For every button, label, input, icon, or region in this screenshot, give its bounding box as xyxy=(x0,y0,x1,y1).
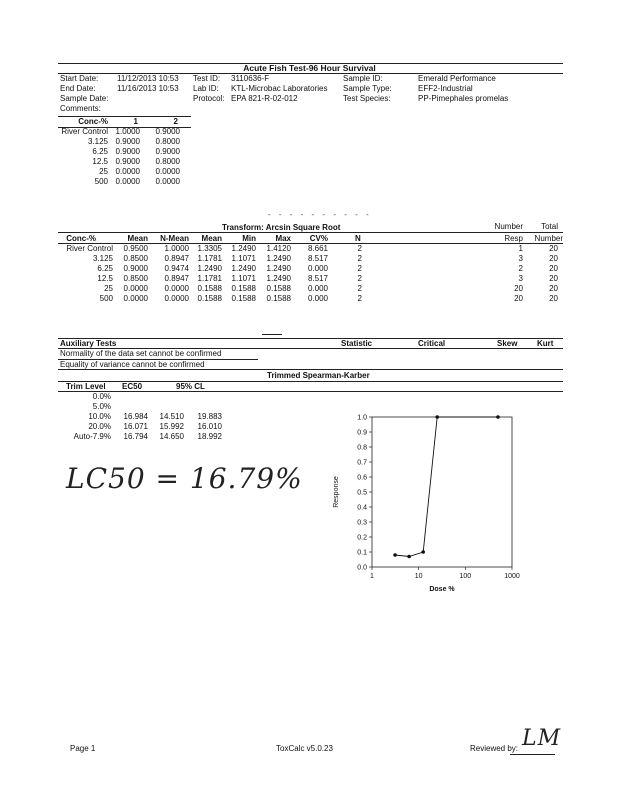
row-label: River Control xyxy=(66,244,113,253)
table-cell: 0.8500 xyxy=(123,274,148,283)
table-cell: 8.517 xyxy=(307,274,328,283)
transform-label: Transform: Arcsin Square Root xyxy=(222,223,341,232)
lab-id: KTL-Microbac Laboratories xyxy=(231,84,328,93)
x-tick-label: 1000 xyxy=(504,573,520,580)
y-tick-label: 0.7 xyxy=(357,459,367,467)
signature-line xyxy=(510,754,555,755)
table-cell: 1 xyxy=(518,244,523,253)
col-header: 1 xyxy=(133,117,138,126)
y-tick-label: 0.1 xyxy=(357,549,367,557)
col-header: 95% CL xyxy=(176,382,205,391)
x-tick-label: 10 xyxy=(414,573,423,580)
table-cell: 2 xyxy=(357,264,362,273)
sample-type: EFF2-Industrial xyxy=(418,84,473,93)
data-point xyxy=(496,415,500,419)
data-point xyxy=(421,550,425,554)
table-cell: 20 xyxy=(514,294,523,303)
col-header: CV% xyxy=(309,234,328,243)
table-cell: 1.1781 xyxy=(197,274,222,283)
test-species: PP-Pimephales promelas xyxy=(418,94,509,103)
resp-header-bottom: Resp xyxy=(504,234,523,243)
table-cell: 2 xyxy=(357,254,362,263)
test-id-label: Test ID: xyxy=(193,74,221,83)
table-cell: 1.2490 xyxy=(231,244,256,253)
y-axis-label: Response xyxy=(333,476,340,508)
table-cell: 20 xyxy=(549,254,558,263)
handwritten-lc50: LC50 = 16.79% xyxy=(66,462,303,495)
table-cell: 15.992 xyxy=(159,422,184,431)
data-point xyxy=(407,555,411,559)
table-cell: 0.0000 xyxy=(155,177,180,186)
row-label: 6.25 xyxy=(92,147,108,156)
table-cell: 20 xyxy=(549,244,558,253)
table-cell: 18.992 xyxy=(197,432,222,441)
table-cell: 0.8000 xyxy=(155,157,180,166)
table-cell: 20 xyxy=(549,264,558,273)
table-cell: 0.9500 xyxy=(123,244,148,253)
table-cell: 0.9000 xyxy=(115,137,140,146)
table-cell: 0.000 xyxy=(307,294,328,303)
test-species-label: Test Species: xyxy=(343,94,391,103)
col-header: N-Mean xyxy=(160,234,189,243)
table-cell: 14.510 xyxy=(159,412,184,421)
table-cell: 2 xyxy=(357,244,362,253)
table-cell: 0.8947 xyxy=(164,274,189,283)
table-cell: 16.984 xyxy=(123,412,148,421)
table-cell: 8.517 xyxy=(307,254,328,263)
table-cell: 0.0000 xyxy=(115,167,140,176)
rule xyxy=(58,338,563,339)
comments-label: Comments: xyxy=(60,104,101,113)
row-label: 0.0% xyxy=(92,392,111,401)
row-label: 12.5 xyxy=(97,274,113,283)
aux-kurt: Kurt xyxy=(537,339,554,348)
sample-id: Emerald Performance xyxy=(418,74,496,83)
table-cell: 2 xyxy=(357,274,362,283)
protocol-label: Protocol: xyxy=(193,94,225,103)
end-date-label: End Date: xyxy=(60,84,96,93)
table-cell: 1.2490 xyxy=(197,264,222,273)
table-cell: 0.1588 xyxy=(266,294,291,303)
lab-id-label: Lab ID: xyxy=(193,84,219,93)
table-cell: 0.9000 xyxy=(155,127,180,136)
row-label: 3.125 xyxy=(87,137,108,146)
x-tick-label: 1 xyxy=(370,573,374,580)
table-cell: 20 xyxy=(549,294,558,303)
row-label: 12.5 xyxy=(92,157,108,166)
software-version: ToxCalc v5.0.23 xyxy=(276,744,333,753)
table-cell: 0.8947 xyxy=(164,254,189,263)
x-axis-label: Dose % xyxy=(429,586,455,593)
row-label: River Control xyxy=(61,127,108,136)
table-cell: 0.0000 xyxy=(155,167,180,176)
y-tick-label: 0.9 xyxy=(357,429,367,437)
table-cell: 0.9000 xyxy=(115,147,140,156)
start-date: 11/12/2013 10:53 xyxy=(117,74,179,83)
table-cell: 0.1588 xyxy=(231,294,256,303)
table-cell: 0.9000 xyxy=(123,264,148,273)
sample-id-label: Sample ID: xyxy=(343,74,383,83)
y-tick-label: 0.2 xyxy=(357,534,367,542)
table-cell: 0.1588 xyxy=(197,284,222,293)
aux-title: Auxiliary Tests xyxy=(60,339,117,348)
reviewed-by-label: Reviewed by: xyxy=(470,744,519,753)
row-label: Auto-7.9% xyxy=(73,432,111,441)
table-cell: 0.000 xyxy=(307,284,328,293)
table-cell: 1.0000 xyxy=(164,244,189,253)
sk-title: Trimmed Spearman-Karber xyxy=(267,371,370,380)
y-tick-label: 0.8 xyxy=(357,444,367,452)
table-cell: 1.0000 xyxy=(115,127,140,136)
row-label: 500 xyxy=(94,177,108,186)
row-label: 20.0% xyxy=(88,422,111,431)
col-header: Trim Level xyxy=(66,382,106,391)
y-tick-label: 0.3 xyxy=(357,519,367,527)
table-cell: 20 xyxy=(549,284,558,293)
table-cell: 0.1588 xyxy=(231,284,256,293)
aux-skew: Skew xyxy=(497,339,518,348)
rule xyxy=(58,232,563,233)
fit-line xyxy=(395,417,498,557)
row-label: 25 xyxy=(104,284,113,293)
table-cell: 1.1071 xyxy=(231,274,256,283)
y-tick-label: 1.0 xyxy=(357,414,367,422)
table-cell: 14.650 xyxy=(159,432,184,441)
table-cell: 2 xyxy=(357,284,362,293)
table-cell: 3 xyxy=(518,274,523,283)
table-cell: 0.0000 xyxy=(123,294,148,303)
table-cell: 0.8500 xyxy=(123,254,148,263)
table-cell: 0.1588 xyxy=(266,284,291,293)
table-cell: 0.9000 xyxy=(115,157,140,166)
row-label: 10.0% xyxy=(88,412,111,421)
col-header: EC50 xyxy=(122,382,143,391)
table-cell: 16.010 xyxy=(197,422,222,431)
rule xyxy=(58,391,563,392)
aux-statistic: Statistic xyxy=(341,339,373,348)
table-cell: 1.4120 xyxy=(266,244,291,253)
col-header: N xyxy=(355,234,361,243)
table-cell: 16.794 xyxy=(123,432,148,441)
row-label: 25 xyxy=(99,167,108,176)
y-tick-label: 0.0 xyxy=(357,564,367,572)
table-cell: 1.1781 xyxy=(197,254,222,263)
col-header: Conc-% xyxy=(66,234,96,243)
table-cell: 0.0000 xyxy=(115,177,140,186)
plot-frame xyxy=(372,417,512,567)
rule xyxy=(262,334,282,335)
table-cell: 0.9000 xyxy=(155,147,180,156)
table-cell: 0.0000 xyxy=(164,294,189,303)
row-label: 3.125 xyxy=(92,254,113,263)
y-tick-label: 0.5 xyxy=(357,489,367,497)
table-cell: 3 xyxy=(518,254,523,263)
table-cell: 0.000 xyxy=(307,264,328,273)
table-cell: 1.2490 xyxy=(266,264,291,273)
y-tick-label: 0.6 xyxy=(357,474,367,482)
row-label: 500 xyxy=(99,294,113,303)
table-cell: 1.2490 xyxy=(266,254,291,263)
col-header: Min xyxy=(242,234,256,243)
report-title: Acute Fish Test-96 Hour Survival xyxy=(243,63,376,73)
table-cell: 19.883 xyxy=(197,412,222,421)
data-point xyxy=(435,415,439,419)
table-cell: 0.1588 xyxy=(197,294,222,303)
total-header-top: Total xyxy=(541,222,558,231)
table-cell: 1.2490 xyxy=(231,264,256,273)
end-date: 11/16/2013 10:53 xyxy=(117,84,179,93)
sample-date-label: Sample Date: xyxy=(60,94,109,103)
aux-critical: Critical xyxy=(418,339,446,348)
rule xyxy=(58,369,563,370)
data-point xyxy=(393,553,397,557)
test-id: 3110636-F xyxy=(231,74,270,83)
table-cell: 20 xyxy=(514,284,523,293)
aux-line-1: Normality of the data set cannot be confirmed xyxy=(60,349,222,358)
total-header-bottom: Number xyxy=(534,234,563,243)
table-cell: 8.661 xyxy=(307,244,328,253)
table-cell: 2 xyxy=(518,264,523,273)
y-tick-label: 0.4 xyxy=(357,504,367,512)
row-label: 6.25 xyxy=(97,264,113,273)
table-cell: 2 xyxy=(357,294,362,303)
table-cell: 1.3305 xyxy=(197,244,222,253)
table-cell: 1.2490 xyxy=(266,274,291,283)
table-cell: 16.071 xyxy=(123,422,148,431)
col-header: Conc-% xyxy=(78,117,108,126)
x-tick-label: 100 xyxy=(459,573,472,580)
table-cell: 1.1071 xyxy=(231,254,256,263)
page-number: Page 1 xyxy=(70,744,96,753)
table-cell: 0.0000 xyxy=(123,284,148,293)
row-label: 5.0% xyxy=(92,402,111,411)
aux-line-2: Equality of variance cannot be confirmed xyxy=(60,360,205,369)
col-header: 2 xyxy=(173,117,178,126)
table-cell: 0.9474 xyxy=(164,264,189,273)
sample-type-label: Sample Type: xyxy=(343,84,392,93)
dose-response-chart xyxy=(320,405,570,605)
reviewer-initials: LM xyxy=(522,726,562,751)
col-header: Mean xyxy=(127,234,148,243)
start-date-label: Start Date: xyxy=(60,74,99,83)
protocol: EPA 821-R-02-012 xyxy=(231,94,298,103)
resp-header-top: Number xyxy=(494,222,523,231)
table-cell: 0.0000 xyxy=(164,284,189,293)
col-header: Mean xyxy=(201,234,222,243)
table-cell: 20 xyxy=(549,274,558,283)
col-header: Max xyxy=(275,234,291,243)
table-cell: 0.8000 xyxy=(155,137,180,146)
